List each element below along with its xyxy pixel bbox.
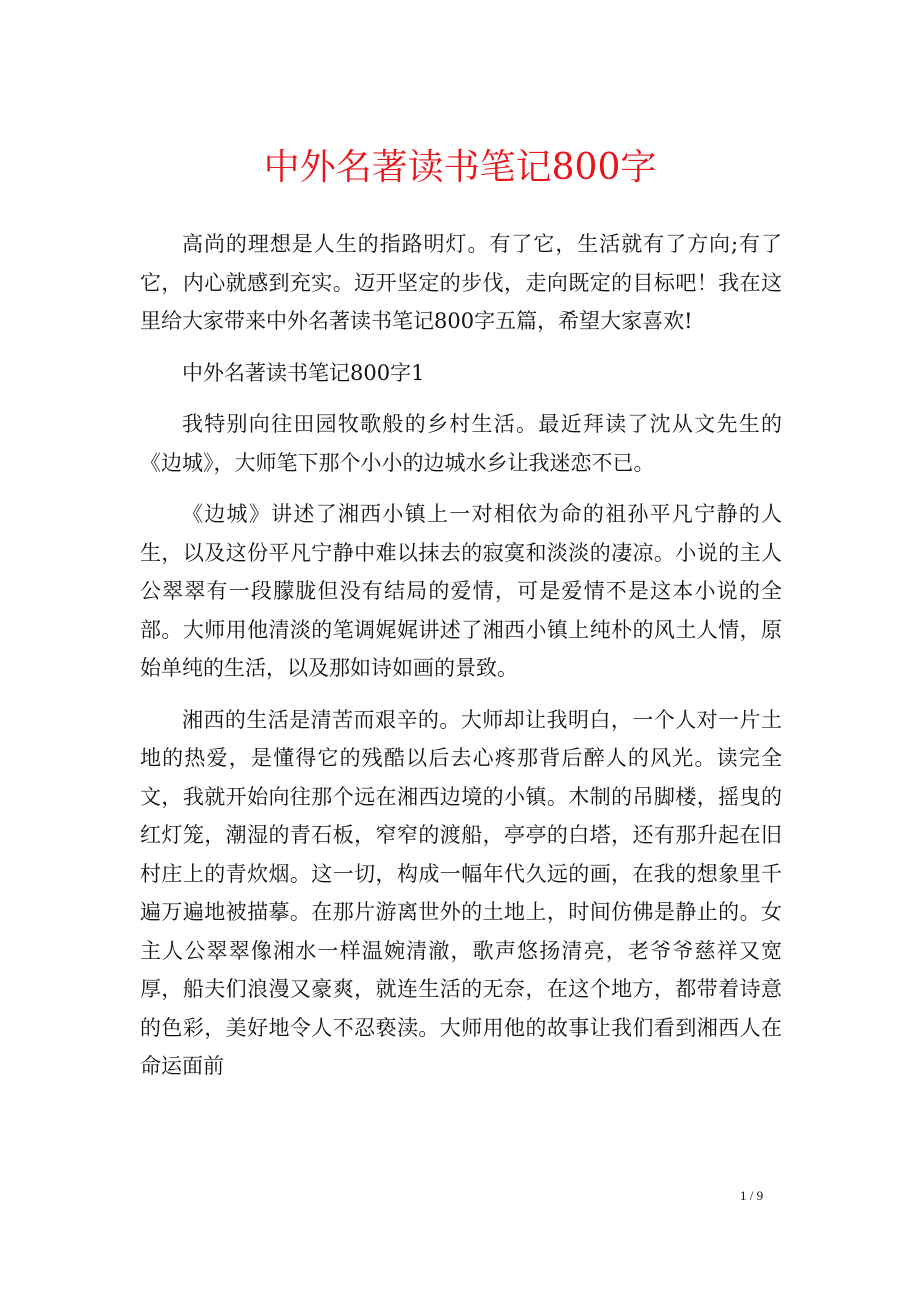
section-heading: 中外名著读书笔记800字1: [182, 360, 425, 385]
paragraph: 《边城》讲述了湘西小镇上一对相依为命的祖孙平凡宁静的人生，以及这份平凡宁静中难以抹去的寂寞和淡淡的凄凉。小说的主人公翠翠有一段朦胧但没有结局的爱情，可是爱情不是这本小说的全部。大师用他清淡的笔调娓娓讲述了湘西小镇上纯朴的风土人情，原始单纯的生活，以及那如诗如画的景致。: [140, 502, 782, 680]
paragraph: 湘西的生活是清苦而艰辛的。大师却让我明白，一个人对一片土地的热爱，是懂得它的残酷以后去心疼那背后醉人的风光。读完全文，我就开始向往那个远在湘西边境的小镇。木制的吊脚楼，摇曳的红灯笼，潮湿的青石板，窄窄的渡船，亭亭的白塔，还有那升起在旧村庄上的青炊烟。这一切，构成一幅年代久远的画，在我的想象里千遍万遍地被描摹。在那片游离世外的土地上，时间仿佛是静止的。女主人公翠翠像湘水一样温婉清澈，歌声悠扬清亮，老爷爷慈祥又宽厚，船夫们浪漫又豪爽，就连生活的无奈，在这个地方，都带着诗意的色彩，美好地令人不忍亵渎。大师用他的故事让我们看到湘西人在命运面前: [140, 707, 782, 1078]
paragraph-intro: 高尚的理想是人生的指路明灯。有了它，生活就有了方向;有了它，内心就感到充实。迈开坚定的步伐，走向既定的目标吧！我在这里给大家带来中外名著读书笔记800字五篇，希望大家喜欢!: [140, 232, 782, 333]
document-title: 中外名著读书笔记800字: [263, 147, 657, 188]
document-body: [140, 225, 782, 1086]
paragraph: 我特别向往田园牧歌般的乡村生活。最近拜读了沈从文先生的《边城》，大师笔下那个小小的边城水乡让我迷恋不已。: [140, 412, 782, 475]
page-number: 1 / 9: [740, 1188, 764, 1203]
